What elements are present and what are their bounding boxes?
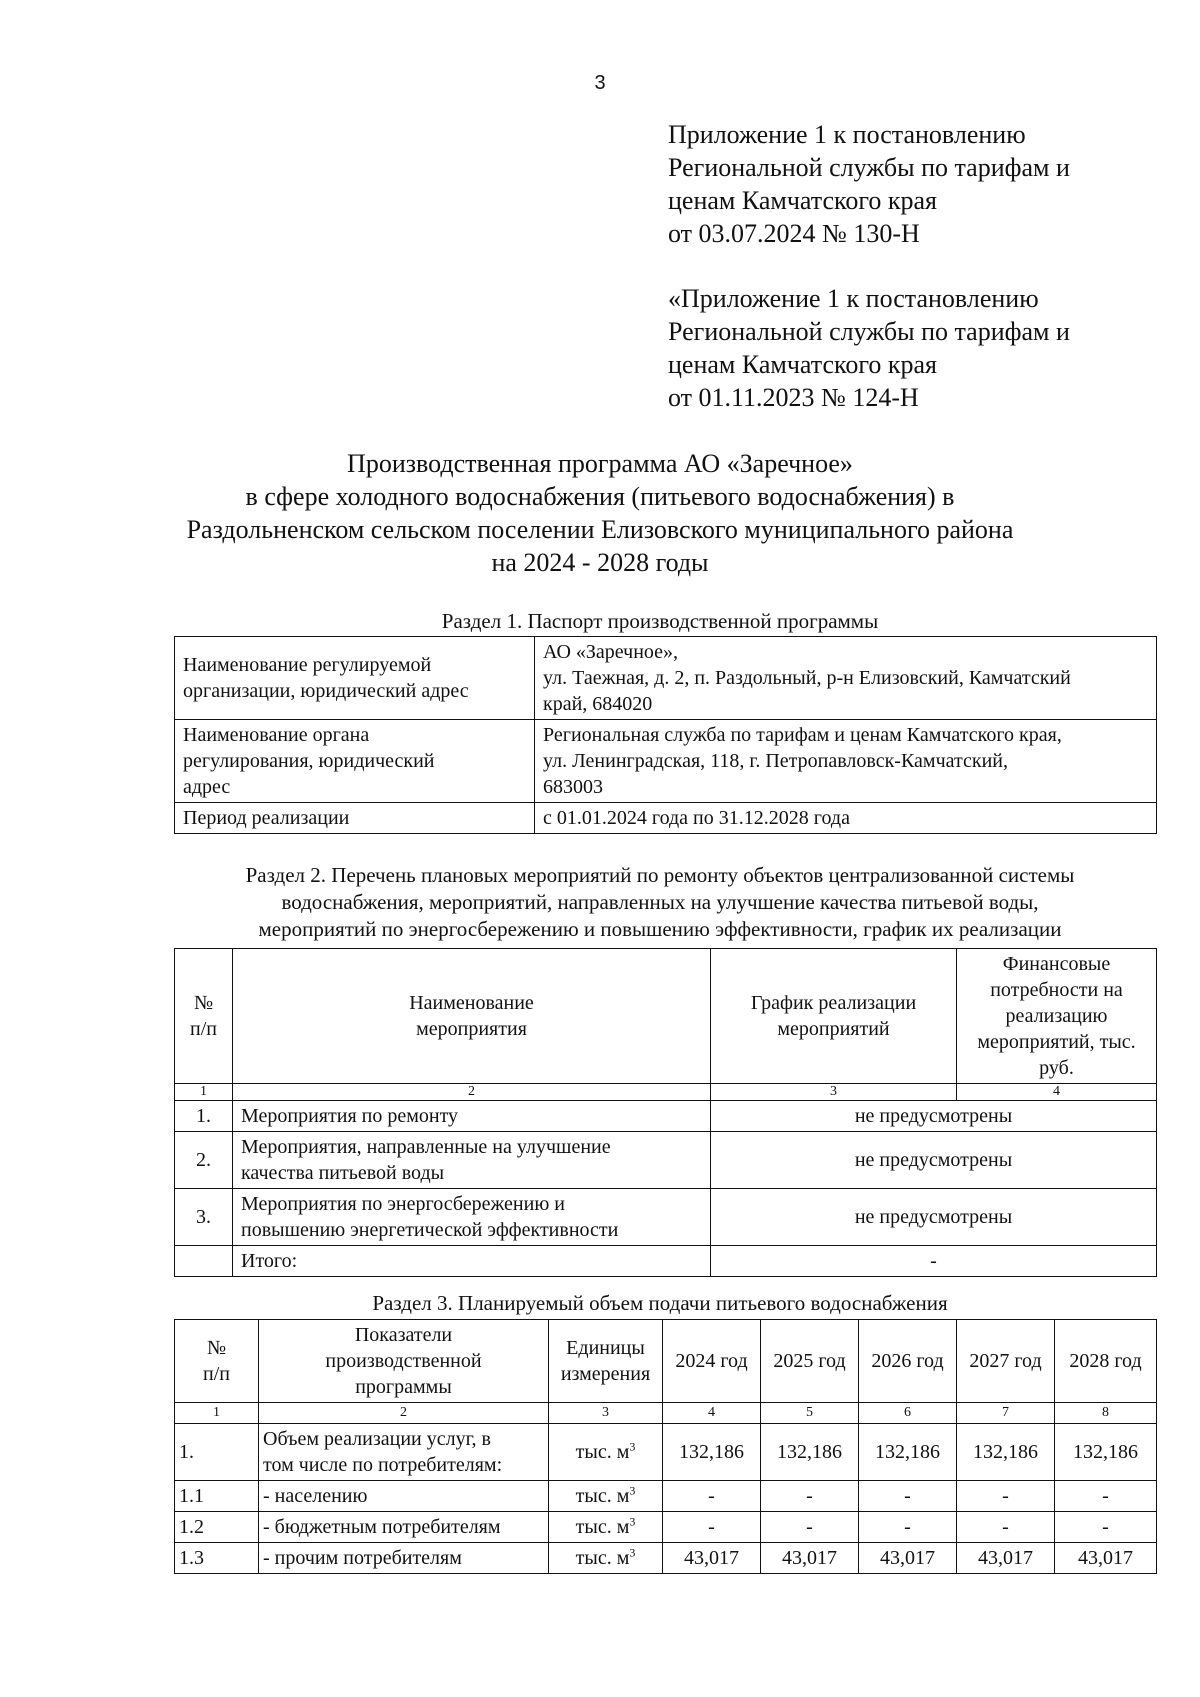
- column-number: 7: [957, 1403, 1055, 1424]
- column-number-row: [175, 1084, 1157, 1101]
- cell-line: Мероприятия, направленные на улучшение: [241, 1136, 611, 1158]
- cell-line: мероприятий: [777, 1018, 890, 1040]
- cell-line: Наименование регулируемой: [183, 654, 432, 676]
- value-cell: 43,017: [1055, 1543, 1157, 1574]
- value-cell: 132,186: [761, 1424, 859, 1481]
- cell-line: Мероприятия по энергосбережению и: [241, 1193, 565, 1215]
- cell-line: ул. Таежная, д. 2, п. Раздольный, р-н Елизовский, Камчатский: [543, 667, 1071, 689]
- cell-line: Единицы: [566, 1337, 645, 1359]
- table-row: [175, 1543, 1157, 1574]
- cell-line: качества питьевой воды: [241, 1162, 445, 1184]
- table-row: [175, 1189, 1157, 1246]
- annex-line: ценам Камчатского края: [668, 350, 937, 379]
- value-cell: 132,186: [957, 1424, 1055, 1481]
- column-header: 2027 год: [957, 1320, 1055, 1403]
- unit-cell: [549, 1481, 663, 1512]
- header-row: [175, 949, 1157, 1084]
- volume-table: [174, 1319, 1157, 1574]
- value-cell: -: [761, 1512, 859, 1543]
- column-header: [711, 949, 957, 1084]
- cell-line: Показатели: [354, 1324, 453, 1346]
- indicator-name: - населению: [259, 1481, 549, 1512]
- measures-table: [174, 948, 1157, 1277]
- measure-value: -: [711, 1246, 1157, 1277]
- cell-line: мероприятий, тыс.: [977, 1031, 1136, 1053]
- passport-table: [174, 636, 1157, 834]
- page-number: 3: [594, 72, 606, 94]
- annex-line: ценам Камчатского края: [668, 186, 937, 215]
- header-row: [175, 1320, 1157, 1403]
- column-number: 1: [175, 1084, 233, 1101]
- cell-line: График реализации: [750, 992, 917, 1014]
- cell-line: п/п: [203, 1363, 230, 1385]
- value-cell: -: [1055, 1512, 1157, 1543]
- value-cell: -: [859, 1512, 957, 1543]
- column-header: 2024 год: [663, 1320, 761, 1403]
- passport-label: [175, 720, 535, 803]
- measure-name: Итого:: [233, 1246, 711, 1277]
- cell-line: программы: [355, 1376, 452, 1398]
- cell-line: Объем реализации услуг, в: [263, 1428, 491, 1450]
- table-row: [175, 1481, 1157, 1512]
- passport-value: [535, 720, 1157, 803]
- cell-line: Региональная служба по тарифам и ценам Камчатского края,: [543, 724, 1062, 746]
- row-number: 2.: [175, 1132, 233, 1189]
- unit-exponent: 3: [629, 1514, 636, 1529]
- annex-previous: [668, 282, 1168, 414]
- column-number: 3: [549, 1403, 663, 1424]
- column-number: 8: [1055, 1403, 1157, 1424]
- column-number: 1: [175, 1403, 259, 1424]
- indicator-name: [259, 1424, 549, 1481]
- unit-exponent: 3: [629, 1545, 636, 1560]
- row-number: 1.1: [175, 1481, 259, 1512]
- title-line: в сфере холодного водоснабжения (питьевого водоснабжения) в: [245, 482, 955, 511]
- annex-line: от 01.11.2023 № 124-Н: [668, 383, 919, 412]
- column-number-row: [175, 1403, 1157, 1424]
- cell-line: ул. Ленинградская, 118, г. Петропавловск-Камчатский,: [543, 750, 1008, 772]
- measure-value: не предусмотрены: [711, 1189, 1157, 1246]
- value-cell: 43,017: [859, 1543, 957, 1574]
- unit-text: тыс. м: [575, 1441, 630, 1463]
- cell-line: Финансовые: [1002, 953, 1111, 975]
- annex-line: от 03.07.2024 № 130-Н: [668, 219, 920, 248]
- row-number: 1.: [175, 1101, 233, 1132]
- annex-line: Региональной службы по тарифам и: [668, 317, 1070, 346]
- row-number: 1.: [175, 1424, 259, 1481]
- measure-value: не предусмотрены: [711, 1132, 1157, 1189]
- table-row: [175, 1424, 1157, 1481]
- row-number: 1.3: [175, 1543, 259, 1574]
- passport-label: [175, 637, 535, 720]
- cell-line: производственной: [325, 1350, 482, 1372]
- cell-line: измерения: [560, 1363, 651, 1385]
- title-line: на 2024 - 2028 годы: [491, 548, 709, 577]
- cell-line: 683003: [543, 776, 603, 798]
- document-title: [0, 447, 1200, 579]
- table-row: [175, 1101, 1157, 1132]
- value-cell: -: [761, 1481, 859, 1512]
- cell-line: мероприятия: [416, 1018, 527, 1040]
- column-header: [957, 949, 1157, 1084]
- value-cell: 43,017: [761, 1543, 859, 1574]
- section1-title: Раздел 1. Паспорт производственной программы: [441, 609, 879, 633]
- value-cell: 43,017: [663, 1543, 761, 1574]
- measure-name: [233, 1189, 711, 1246]
- column-number: 2: [259, 1403, 549, 1424]
- value-cell: 132,186: [663, 1424, 761, 1481]
- title-line: водоснабжения, мероприятий, направленных на улучшение качества питьевой воды,: [281, 890, 1039, 914]
- section3-title: Раздел 3. Планируемый объем подачи питьевого водоснабжения: [372, 1291, 948, 1315]
- value-cell: -: [957, 1481, 1055, 1512]
- column-header: [175, 1320, 259, 1403]
- column-header: [259, 1320, 549, 1403]
- cell-line: том числе по потребителям:: [263, 1454, 503, 1476]
- table-row: [175, 1246, 1157, 1277]
- column-number: 4: [663, 1403, 761, 1424]
- unit-text: тыс. м: [575, 1547, 630, 1569]
- unit-text: тыс. м: [575, 1516, 630, 1538]
- value-cell: 43,017: [957, 1543, 1055, 1574]
- value-cell: -: [1055, 1481, 1157, 1512]
- annex-line: Региональной службы по тарифам и: [668, 153, 1070, 182]
- unit-cell: [549, 1543, 663, 1574]
- annex-line: Приложение 1 к постановлению: [668, 120, 1026, 149]
- row-number: [175, 1246, 233, 1277]
- cell-line: организации, юридический адрес: [183, 680, 469, 702]
- measure-value: не предусмотрены: [711, 1101, 1157, 1132]
- measure-name: [233, 1132, 711, 1189]
- measure-name: Мероприятия по ремонту: [233, 1101, 711, 1132]
- cell-line: №: [193, 992, 214, 1014]
- cell-line: АО «Заречное»,: [543, 641, 679, 663]
- annex-current: [668, 118, 1168, 250]
- annex-line: «Приложение 1 к постановлению: [668, 284, 1039, 313]
- row-number: 1.2: [175, 1512, 259, 1543]
- column-header: 2025 год: [761, 1320, 859, 1403]
- cell-line: п/п: [190, 1018, 217, 1040]
- title-line: Производственная программа АО «Заречное»: [347, 449, 853, 478]
- passport-value: с 01.01.2024 года по 31.12.2028 года: [535, 803, 1157, 834]
- column-number: 6: [859, 1403, 957, 1424]
- table-row: [175, 1132, 1157, 1189]
- unit-exponent: 3: [629, 1483, 636, 1498]
- title-line: Раздольненском сельском поселении Елизовского муниципального района: [186, 515, 1014, 544]
- column-number: 3: [711, 1084, 957, 1101]
- cell-line: повышению энергетической эффективности: [241, 1219, 619, 1241]
- unit-exponent: 3: [629, 1439, 636, 1454]
- column-header: 2026 год: [859, 1320, 957, 1403]
- unit-cell: [549, 1424, 663, 1481]
- value-cell: -: [859, 1481, 957, 1512]
- section2-title: [160, 862, 1160, 943]
- column-header: 2028 год: [1055, 1320, 1157, 1403]
- indicator-name: - прочим потребителям: [259, 1543, 549, 1574]
- value-cell: 132,186: [859, 1424, 957, 1481]
- table-row: [175, 803, 1157, 834]
- cell-line: Наименование органа: [183, 724, 370, 746]
- passport-value: [535, 637, 1157, 720]
- row-number: 3.: [175, 1189, 233, 1246]
- title-line: мероприятий по энергосбережению и повышению эффективности, график их реализации: [258, 917, 1062, 941]
- value-cell: -: [663, 1512, 761, 1543]
- column-header: [233, 949, 711, 1084]
- cell-line: потребности на: [990, 979, 1123, 1001]
- value-cell: -: [957, 1512, 1055, 1543]
- cell-line: реализацию: [1005, 1005, 1108, 1027]
- table-row: [175, 720, 1157, 803]
- cell-line: №: [206, 1337, 227, 1359]
- cell-line: регулирования, юридический: [183, 750, 435, 772]
- cell-line: адрес: [183, 776, 231, 798]
- unit-text: тыс. м: [575, 1485, 630, 1507]
- column-number: 4: [957, 1084, 1157, 1101]
- value-cell: 132,186: [1055, 1424, 1157, 1481]
- title-line: Раздел 2. Перечень плановых мероприятий по ремонту объектов централизованной системы: [245, 863, 1075, 887]
- passport-label: Период реализации: [175, 803, 535, 834]
- value-cell: -: [663, 1481, 761, 1512]
- column-header: [175, 949, 233, 1084]
- cell-line: руб.: [1039, 1057, 1074, 1079]
- column-number: 5: [761, 1403, 859, 1424]
- table-row: [175, 637, 1157, 720]
- unit-cell: [549, 1512, 663, 1543]
- column-number: 2: [233, 1084, 711, 1101]
- cell-line: край, 684020: [543, 693, 653, 715]
- table-row: [175, 1512, 1157, 1543]
- cell-line: Наименование: [409, 992, 534, 1014]
- column-header: [549, 1320, 663, 1403]
- indicator-name: - бюджетным потребителям: [259, 1512, 549, 1543]
